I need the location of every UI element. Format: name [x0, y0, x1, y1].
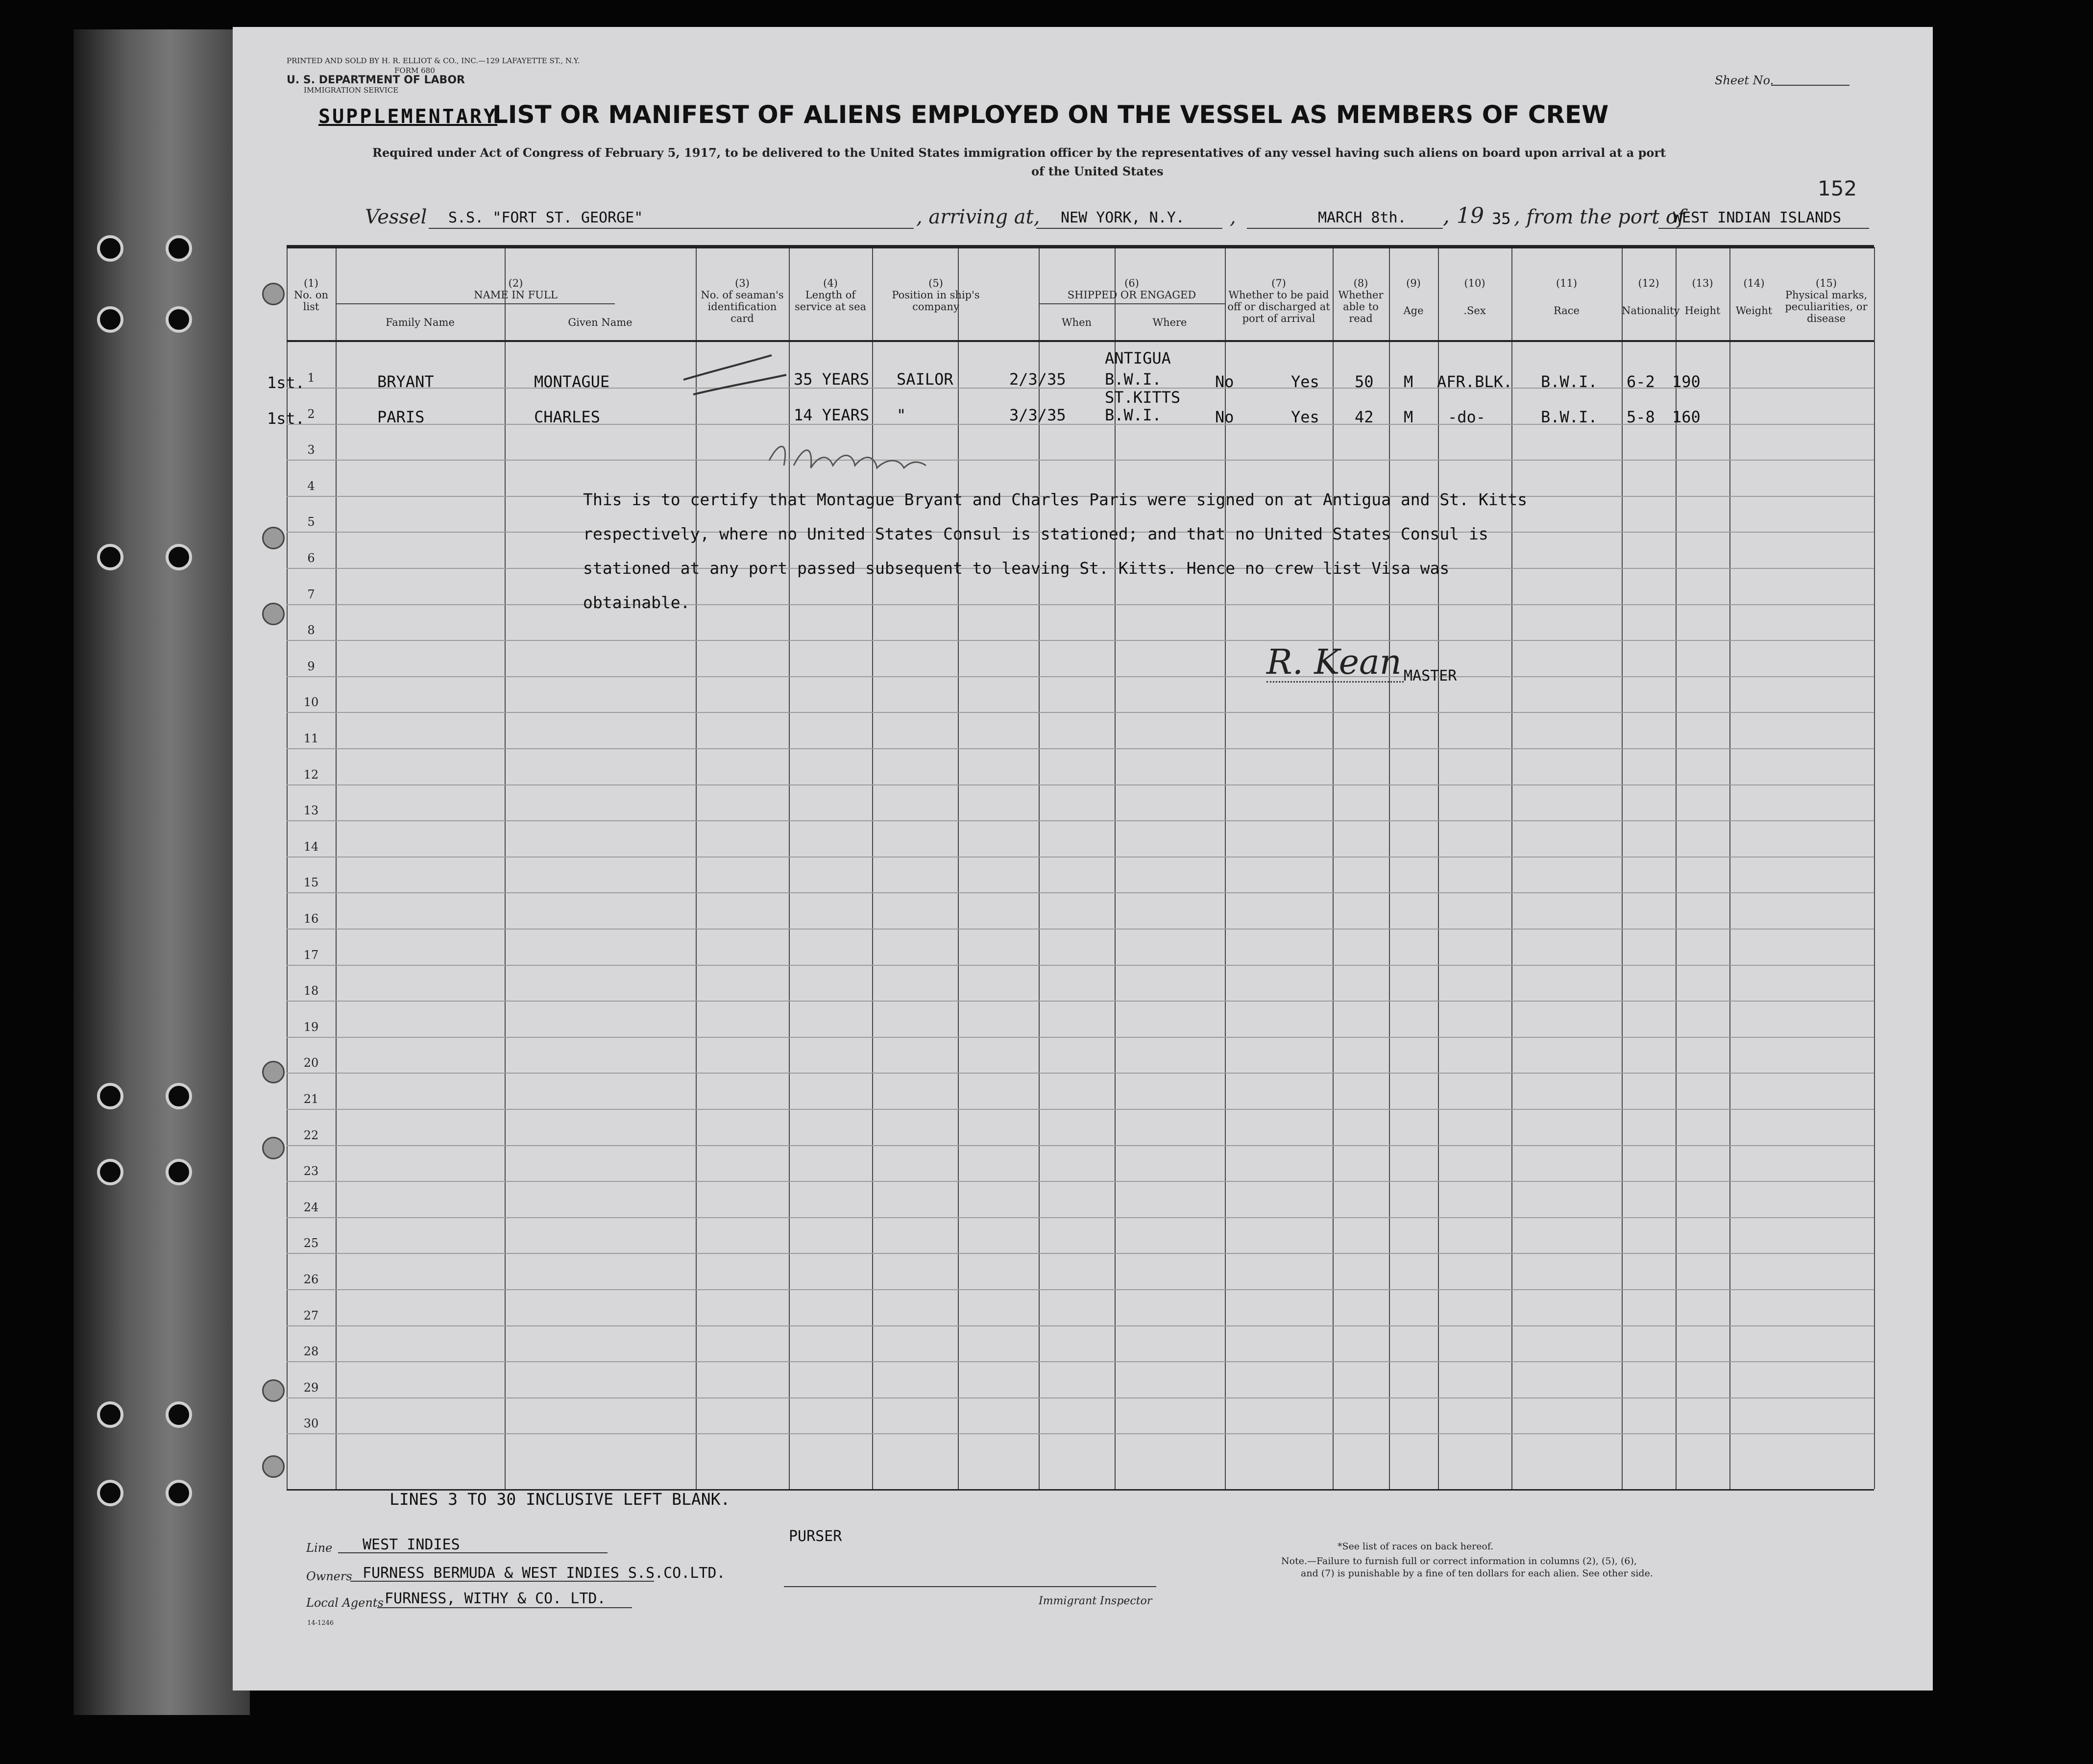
- row-number: 8: [307, 623, 315, 637]
- row-rule: [287, 784, 1874, 785]
- col-5-header: (5) Position in ship's company: [892, 277, 980, 313]
- row-1-paid-off: No: [1215, 372, 1234, 391]
- row-1-able-to-read: Yes: [1291, 372, 1319, 391]
- row-rule: [287, 1037, 1874, 1038]
- row-1-age: 50: [1355, 372, 1374, 391]
- handwritten-page-number: 152: [1818, 176, 1857, 200]
- subtitle-line-1: Required under Act of Congress of February 5, 1917, to be delivered to the United States immigration officer by the representatives of any vessel having such aliens on board upon arrival at a port: [372, 146, 1666, 160]
- service: IMMIGRATION SERVICE: [304, 86, 399, 95]
- row-number: 24: [303, 1200, 319, 1214]
- row-2-age: 42: [1355, 408, 1374, 426]
- row-2-race: -do-: [1448, 408, 1486, 426]
- row-rule: [287, 1073, 1874, 1074]
- certification-line-1: This is to certify that Montague Bryant and Charles Paris were signed on at Antigua and St. Kitts: [583, 490, 1528, 509]
- row-number: 19: [303, 1020, 319, 1034]
- local-agents-label: Local Agents: [306, 1596, 384, 1610]
- punch-hole: [97, 1480, 123, 1506]
- row-number: 26: [303, 1273, 319, 1286]
- col-6-header: (6) SHIPPED OR ENGAGED: [1067, 277, 1196, 301]
- row-number: 9: [307, 659, 315, 673]
- sheet-number-line: [1771, 85, 1850, 86]
- row-rule: [287, 1217, 1874, 1218]
- row-rule: [287, 1145, 1874, 1146]
- row-1-margin: 1st.: [267, 373, 305, 392]
- row-2-family-name: PARIS: [377, 408, 425, 426]
- certification-text: [583, 483, 1527, 620]
- col-9-header: (9) Age: [1403, 277, 1424, 317]
- row-2-position: ": [897, 406, 906, 424]
- row-rule: [287, 892, 1874, 893]
- certification-line-4: obtainable.: [583, 593, 690, 612]
- row-rule: [287, 1253, 1874, 1254]
- row-number: 2: [307, 407, 315, 421]
- row-rule: [287, 460, 1874, 461]
- row-rule: [287, 857, 1874, 858]
- signature-line: [1266, 681, 1404, 683]
- row-1-service: 35 YEARS: [794, 370, 870, 389]
- from-port-label: , from the port of: [1514, 206, 1685, 228]
- row-number: 17: [303, 948, 319, 962]
- handwritten-initials: [764, 431, 931, 485]
- handwritten-card-stroke: [679, 345, 806, 399]
- row-number: 1: [307, 371, 315, 385]
- row-2-when: 3/3/35: [1009, 406, 1066, 424]
- punch-hole: [166, 306, 192, 333]
- row-rule: [287, 820, 1874, 821]
- row-rule: [287, 712, 1874, 713]
- row-1-height: 6-2: [1627, 372, 1655, 391]
- form-code: 14-1246: [307, 1619, 334, 1627]
- sheet-hole: [262, 1061, 285, 1083]
- subtitle-line-2: of the United States: [1031, 164, 1164, 178]
- punch-hole: [97, 1401, 123, 1428]
- row-1-where-line-1: ANTIGUA: [1105, 349, 1171, 368]
- row-rule: [287, 1361, 1874, 1362]
- col-15-header: (15) Physical marks, peculiarities, or disease: [1785, 277, 1868, 324]
- row-number: 23: [303, 1164, 319, 1178]
- col-2-header: (2) NAME IN FULL: [474, 277, 558, 301]
- row-rule: [287, 929, 1874, 930]
- row-number: 11: [303, 732, 319, 745]
- punch-hole: [97, 235, 123, 262]
- punch-hole: [166, 1159, 192, 1185]
- title-prefix: SUPPLEMENTARY: [318, 105, 498, 128]
- printer-imprint: PRINTED AND SOLD BY H. R. ELLIOT & CO., INC.—129 LAFAYETTE ST., N.Y.: [287, 56, 580, 65]
- row-rule: [287, 748, 1874, 749]
- row-number: 20: [303, 1056, 319, 1070]
- col-7-header: (7) Whether to be paid off or discharged at port of arrival: [1227, 277, 1330, 324]
- page-title: LIST OR MANIFEST OF ALIENS EMPLOYED ON THE VESSEL AS MEMBERS OF CREW: [492, 100, 1609, 129]
- sheet-hole: [262, 1137, 285, 1159]
- purser: PURSER: [789, 1528, 842, 1545]
- punch-hole: [97, 544, 123, 570]
- sheet-number-label: Sheet No.: [1715, 74, 1774, 87]
- row-2-where-line-2: B.W.I.: [1105, 406, 1162, 424]
- row-rule: [287, 1181, 1874, 1182]
- row-rule: [287, 1001, 1874, 1002]
- departure-underline: [1658, 228, 1869, 229]
- punch-hole: [97, 306, 123, 333]
- row-number: 18: [303, 984, 319, 998]
- date-underline: [1247, 228, 1443, 229]
- row-rule: [287, 1109, 1874, 1110]
- crew-table: [287, 245, 1874, 1491]
- row-number: 29: [303, 1380, 319, 1395]
- arriving-label: , arriving at,: [916, 206, 1040, 228]
- line-value: WEST INDIES: [363, 1536, 460, 1553]
- row-1-sex: M: [1404, 372, 1413, 391]
- row-number: 5: [307, 515, 315, 529]
- row-rule: [287, 1433, 1874, 1434]
- row-2-service: 14 YEARS: [794, 406, 870, 424]
- row-number: 27: [303, 1308, 319, 1323]
- row-rule: [287, 676, 1874, 677]
- certification-line-3: stationed at any port passed subsequent to leaving St. Kitts. Hence no crew list Visa was: [583, 559, 1450, 578]
- races-note: *See list of races on back hereof.: [1338, 1541, 1494, 1552]
- inspector-label: Immigrant Inspector: [1039, 1595, 1152, 1607]
- row-1-weight: 190: [1672, 372, 1701, 391]
- penalty-note-line-2: and (7) is punishable by a fine of ten dollars for each alien. See other side.: [1301, 1568, 1653, 1579]
- col-4-header: (4) Length of service at sea: [794, 277, 867, 313]
- row-1-given-name: MONTAGUE: [534, 372, 610, 391]
- row-2-margin: 1st.: [267, 409, 305, 428]
- col-10-header: (10) .Sex: [1463, 277, 1486, 317]
- sheet-hole: [262, 1455, 285, 1478]
- when-header: When: [1061, 317, 1092, 328]
- col-12-header: (12) Nationality: [1622, 277, 1680, 317]
- form-number: FORM 680: [394, 66, 435, 75]
- row-2-sex: M: [1404, 408, 1413, 426]
- sheet-hole: [262, 283, 285, 305]
- punch-hole: [166, 235, 192, 262]
- inspector-signature-line: [784, 1586, 1156, 1587]
- col-1-header: (1) No. on list: [293, 277, 329, 313]
- binder-strip: [73, 29, 250, 1715]
- punch-hole: [166, 1401, 192, 1428]
- owners-label: Owners: [306, 1569, 352, 1583]
- arrival-year: 35: [1492, 209, 1511, 228]
- col-13-header: (13) Height: [1684, 277, 1721, 317]
- owners-value: FURNESS BERMUDA & WEST INDIES S.S.CO.LTD.: [363, 1565, 726, 1582]
- arrival-date: MARCH 8th.: [1318, 209, 1407, 226]
- row-2-weight: 160: [1672, 408, 1701, 426]
- date-comma: ,: [1230, 206, 1236, 228]
- manifest-sheet: [233, 27, 1933, 1690]
- col-14-header: (14) Weight: [1735, 277, 1773, 317]
- row-2-able-to-read: Yes: [1291, 408, 1319, 426]
- row-1-nationality: B.W.I.: [1541, 372, 1598, 391]
- punch-hole: [166, 1480, 192, 1506]
- row-number: 4: [307, 479, 315, 493]
- row-2-nationality: B.W.I.: [1541, 408, 1598, 426]
- row-number: 22: [303, 1128, 319, 1142]
- row-1-position: SAILOR: [897, 370, 953, 389]
- owners-underline: [350, 1581, 654, 1582]
- sheet-hole: [262, 527, 285, 549]
- row-rule: [287, 1325, 1874, 1326]
- row-number: 21: [303, 1092, 319, 1106]
- local-agents-value: FURNESS, WITHY & CO. LTD.: [385, 1590, 606, 1607]
- row-number: 6: [307, 551, 315, 565]
- col-8-header: (8) Whether able to read: [1338, 277, 1384, 324]
- master-signature: R. Kean: [1266, 642, 1402, 682]
- agents-underline: [377, 1607, 632, 1608]
- sheet-hole: [262, 1379, 285, 1402]
- row-rule: [287, 965, 1874, 966]
- row-1-when: 2/3/35: [1009, 370, 1066, 389]
- row-number: 16: [303, 912, 319, 926]
- penalty-note-line-1: Note.—Failure to furnish full or correct information in columns (2), (5), (6),: [1281, 1556, 1637, 1567]
- col-3-header: (3) No. of seaman's identification card: [701, 277, 784, 324]
- vessel-underline: [429, 228, 914, 229]
- punch-hole: [97, 1159, 123, 1185]
- row-number: 15: [303, 876, 319, 890]
- year-prefix: , 19: [1443, 203, 1484, 228]
- row-rule: [287, 1289, 1874, 1290]
- row-2-paid-off: No: [1215, 408, 1234, 426]
- departure-port: WEST INDIAN ISLANDS: [1673, 209, 1842, 226]
- row-number: 10: [303, 695, 319, 710]
- row-number: 12: [303, 767, 319, 782]
- punch-hole: [97, 1083, 123, 1109]
- row-number: 14: [303, 839, 319, 854]
- sheet-hole: [262, 603, 285, 625]
- arrival-port: NEW YORK, N.Y.: [1061, 209, 1185, 226]
- row-number: 28: [303, 1345, 319, 1359]
- row-1-family-name: BRYANT: [377, 372, 434, 391]
- row-1-race: AFR.BLK.: [1437, 372, 1513, 391]
- punch-hole: [166, 544, 192, 570]
- row-number: 7: [307, 587, 315, 601]
- row-2-height: 5-8: [1627, 408, 1655, 426]
- line-underline: [338, 1552, 608, 1553]
- given-name-header: Given Name: [568, 317, 633, 328]
- blank-lines-note: LINES 3 TO 30 INCLUSIVE LEFT BLANK.: [389, 1490, 730, 1509]
- line-label: Line: [306, 1541, 333, 1555]
- where-header: Where: [1152, 317, 1187, 328]
- vessel-name: S.S. "FORT ST. GEORGE": [448, 209, 643, 226]
- punch-hole: [166, 1083, 192, 1109]
- arrival-underline: [1036, 228, 1222, 229]
- col-11-header: (11) Race: [1553, 277, 1580, 317]
- department: U. S. DEPARTMENT OF LABOR: [287, 74, 465, 86]
- row-number: 25: [303, 1236, 319, 1250]
- row-rule: [287, 640, 1874, 641]
- row-number: 30: [303, 1417, 319, 1431]
- row-2-where-line-1: ST.KITTS: [1105, 388, 1181, 407]
- row-2-given-name: CHARLES: [534, 408, 600, 426]
- family-name-header: Family Name: [386, 317, 455, 328]
- row-1-where-line-2: B.W.I.: [1105, 370, 1162, 389]
- master-label: MASTER: [1404, 667, 1457, 685]
- row-number: 3: [307, 443, 315, 457]
- certification-line-2: respectively, where no United States Consul is stationed; and that no United States Consul is: [583, 524, 1488, 543]
- vessel-label: Vessel: [365, 206, 427, 228]
- row-rule: [287, 1397, 1874, 1398]
- row-number: 13: [303, 804, 319, 818]
